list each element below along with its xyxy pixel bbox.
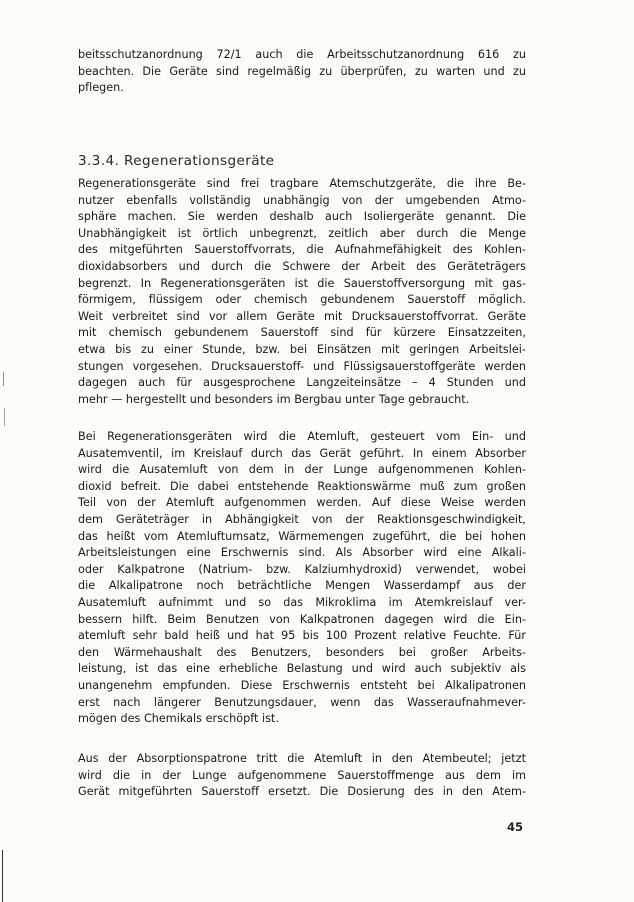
text-line: mit chemisch gebundenem Sauerstoff sind für kürzere Einsatzzeiten, [78,326,526,340]
text-line: Bei Regenerationsgeräten wird die Atemluft, gesteuert vom Ein- und [78,430,526,443]
text-line: Unabhängigkeit ist örtlich unbegrenzt, zeitlich aber durch die Menge [78,226,526,240]
text-line: die Alkalipatrone noch beträchtliche Mengen Wasserdampf aus der [78,579,526,593]
section-heading: 3.3.4. Regenerationsgeräte [78,153,275,169]
text-line: begrenzt. In Regenerationsgeräten ist die Sauerstoffversorgung mit gas- [78,276,526,290]
text-line: etwa bis zu einer Stunde, bzw. bei Einsätzen mit geringen Arbeitslei- [78,342,526,356]
scan-speck [3,372,4,386]
text-line: dioxidabsorbers und durch die Schwere der Arbeit des Geräteträgers [78,259,526,273]
text-line: unangenehm empfunden. Diese Erschwernis entsteht bei Alkalipatronen [78,678,526,692]
text-line: dioxid befreit. Die dabei entstehende Reaktionswärme muß zum großen [78,479,526,493]
text-line: mögen des Chemikals erschöpft ist. [78,712,279,726]
intro-paragraph [78,47,526,97]
text-line: Ausatemluft aufnimmt und so das Mikroklima im Atemkreislauf ver- [78,595,526,609]
text-line: Regenerationsgeräte sind frei tragbare Atemschutzgeräte, die ihre Be- [78,177,526,190]
text-line: dem Geräteträger in Abhängigkeit von der Reaktionsgeschwindigkeit, [78,512,526,526]
text-line: stungen vorgesehen. Drucksauerstoff- und Flüssigsauerstoffgeräte werden [78,359,526,373]
text-line: Ausatemventil, im Kreislauf durch das Gerät geführt. In einem Absorber [78,446,526,460]
text-line: wird die Ausatemluft von dem in der Lunge aufgenommenen Kohlen- [78,463,526,477]
binding-edge-mark [2,850,3,902]
text-line: Arbeitsleistungen eine Erschwernis sind. Als Absorber wird eine Alkali- [78,546,526,560]
text-line: bessern hilft. Beim Benutzen von Kalkpatronen dagegen wird die Ein- [78,612,526,626]
paragraph-3 [78,751,526,801]
text-line: Gerät mitgeführten Sauerstoff ersetzt. Die Dosierung des in den Atem- [78,785,526,799]
text-line: dagegen auch für ausgesprochene Langzeiteinsätze – 4 Stunden und [78,376,526,390]
paragraph-2 [78,429,526,728]
text-line: beitsschutzanordnung 72/1 auch die Arbeitsschutzanordnung 616 zu [78,48,526,61]
text-line: beachten. Die Geräte sind regelmäßig zu überprüfen, zu warten und zu [78,64,526,78]
paragraph-1 [78,176,526,408]
text-line: pflegen. [78,81,124,95]
text-line: atemluft sehr bald heiß und hat 95 bis 100 Prozent relative Feuchte. Für [78,629,526,643]
text-line: den Wärmehaushalt des Benutzers, besonders bei großer Arbeits- [78,645,526,659]
text-line: förmigem, flüssigem oder chemisch gebundenem Sauerstoff möglich. [78,293,526,307]
text-line: Teil von der Atemluft aufgenommen werden. Auf diese Weise werden [78,496,526,510]
text-line: leistung, ist das eine erhebliche Belastung und wird auch subjektiv als [78,662,526,676]
text-line: Weit verbreitet sind vor allem Geräte mit Drucksauerstoffvorrat. Geräte [78,309,526,323]
scan-speck [4,408,5,426]
page-number: 45 [507,820,524,834]
text-line: nutzer ebenfalls vollständig unabhängig von der umgebenden Atmo- [78,193,526,207]
text-line: des mitgeführten Sauerstoffvorrats, die Aufnahmefähigkeit des Kohlen- [78,243,526,257]
text-line: das heißt vom Atemluftumsatz, Wärmemengen zugeführt, die bei hohen [78,529,526,543]
text-line: erst nach längerer Benutzungsdauer, wenn das Wasseraufnahmever- [78,695,526,709]
text-line: Aus der Absorptionspatrone tritt die Atemluft in den Atembeutel; jetzt [78,752,526,765]
text-line: oder Kalkpatrone (Natrium- bzw. Kalziumhydroxid) verwendet, wobei [78,562,526,576]
text-line: wird die in der Lunge aufgenommene Sauerstoffmenge aus dem im [78,768,526,782]
text-line: sphäre machen. Sie werden deshalb auch Isoliergeräte genannt. Die [78,210,526,224]
text-line: mehr — hergestellt und besonders im Bergbau unter Tage gebraucht. [78,392,470,406]
